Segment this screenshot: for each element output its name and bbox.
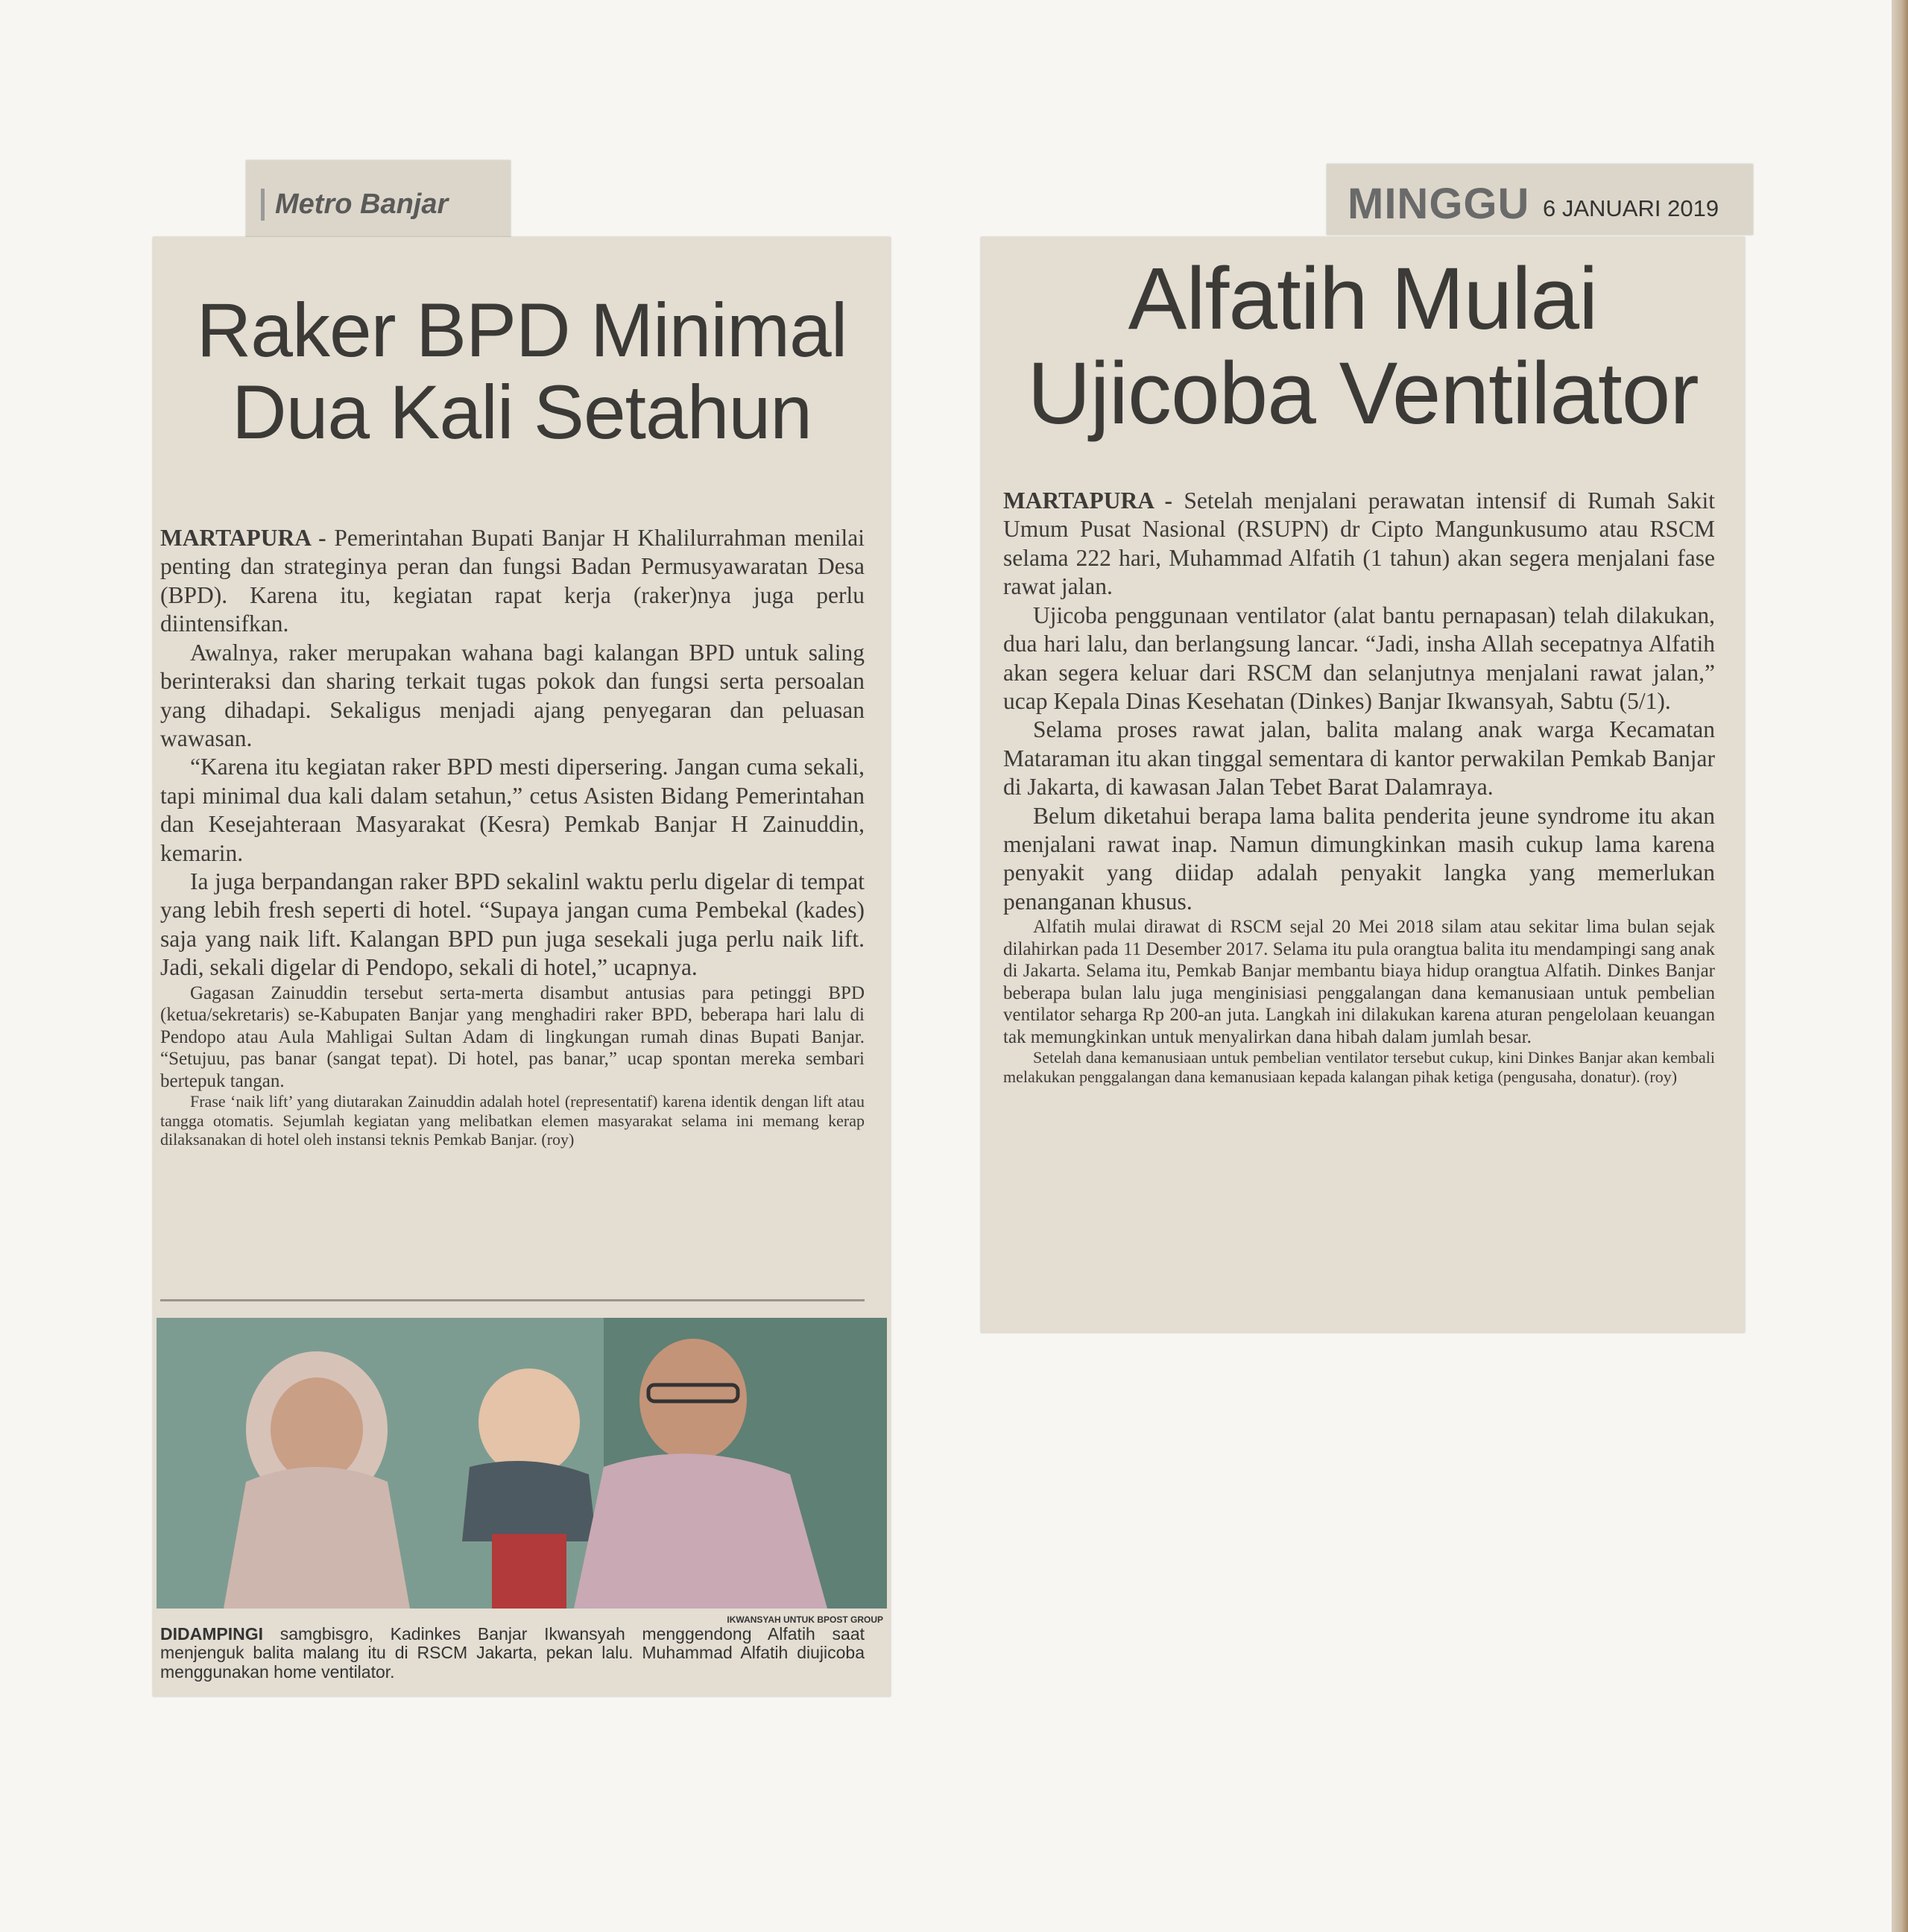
left-headline: [168, 289, 876, 453]
photo-illustration: [157, 1318, 887, 1609]
left-headline-line2: Dua Kali Setahun: [232, 370, 812, 455]
left-paragraph-2: Awalnya, raker merupakan wahana bagi kalangan BPD untuk saling berinteraksi dan sharing terkait tugas pokok dan fungsi serta persoalan yang dihadapi. Sekaligus menjadi ajang penyegaran dan peluasan wawasan.: [160, 639, 865, 751]
right-paragraph-1: [1003, 487, 1715, 602]
publication-day: MINGGU: [1348, 180, 1530, 228]
right-headline-line2: Ujicoba Ventilator: [1027, 344, 1699, 443]
right-headline: [988, 252, 1737, 442]
right-paragraph-5: Alfatih mulai dirawat di RSCM sejal 20 Mei 2018 silam atau sekitar lima bulan sejak dilahirkan pada 11 Desember 2017. Selama itu pula orangtua balita itu mendampingi sang anak di Jakarta. Selama itu, Pemkab Banjar membantu biaya hidup orangtua Alfatih. Dinkes Banjar beberapa bulan lalu juga menginisiasi penggalangan dana kemanusiaan untuk pembelian ventilator seharga Rp 200-an juta. Langkah ini dilakukan karena aturan pengelolaan keuangan tak memungkinkan untuk menyalirkan dana hibah dalam jumlah besar.: [1003, 917, 1715, 1047]
left-headline-line1: Raker BPD Minimal: [196, 288, 847, 373]
left-paragraph-5: Gagasan Zainuddin tersebut serta-merta disambut antusias para petinggi BPD (ketua/sekretaris) se-Kabupaten Banjar yang menghadiri raker BPD, beberapa hari lalu di Pendopo atau Aula Mahligai Sultan Adam di lingkungan rumah dinas Bupati Banjar. “Setujuu, pas banar (sangat tepat). Di hotel, pas banar,” ucap spontan mereka sembari bertepuk tangan.: [160, 982, 865, 1091]
divider-rule: [160, 1299, 865, 1301]
publication-date: 6 JANUARI 2019: [1543, 195, 1719, 221]
caption-lead: DIDAMPINGI: [160, 1624, 263, 1644]
left-article-body: [160, 524, 865, 1149]
paper-edge: [1892, 0, 1908, 1932]
left-paragraph-6: Frase ‘naik lift’ yang diutarakan Zainuddin adalah hotel (representatif) karena identik dengan lift atau tangga otomatis. Sejumlah kegiatan yang melibatkan elemen masyarakat selama ini memang kerap dilaksanakan di hotel oleh instansi teknis Pemkab Banjar. (roy): [160, 1092, 865, 1149]
right-dateline: MARTAPURA -: [1003, 487, 1173, 514]
right-paragraph-4: Belum diketahui berapa lama balita penderita jeune syndrome itu akan menjalani rawat inap. Namun dimungkinkan masih cukup lama karena penyakit yang diidap adalah penyakit langka yang memerlukan penanganan khusus.: [1003, 802, 1715, 915]
section-rubric-tab: [246, 160, 511, 239]
left-paragraph-1: [160, 524, 865, 639]
right-paragraph-2: Ujicoba penggunaan ventilator (alat bantu pernapasan) telah dilakukan, dua hari lalu, dan berlangsung lancar. “Jadi, insha Allah secepatnya Alfatih akan segera keluar dari RSCM dan selanjutnya menjalani rawat jalan,” ucap Kepala Dinas Kesehatan (Dinkes) Banjar Ikwansyah, Sabtu (5/1).: [1003, 602, 1715, 714]
right-headline-line1: Alfatih Mulai: [1128, 250, 1598, 348]
right-paragraph-1-text: Setelah menjalani perawatan intensif di Rumah Sakit Umum Pusat Nasional (RSUPN) dr Cipto Mangunkusumo atau RSCM selama 222 hari, Muhammad Alfatih (1 tahun) akan segera menjalani fase rawat jalan.: [1003, 487, 1715, 600]
left-paragraph-3: “Karena itu kegiatan raker BPD mesti dipersering. Jangan cuma sekali, tapi minimal dua kali dalam setahun,” cetus Asisten Bidang Pemerintahan dan Kesejahteraan Masyarakat (Kesra) Pemkab Banjar H Zainuddin, kemarin.: [160, 754, 865, 866]
news-photo: [157, 1318, 887, 1609]
section-rubric: Metro Banjar: [261, 189, 448, 221]
left-paragraph-1-text: Pemerintahan Bupati Banjar H Khalilurrahman menilai penting dan strateginya peran dan fungsi Badan Permusyawaratan Desa (BPD). Karena itu, kegiatan rapat kerja (raker)nya juga perlu diintensifkan.: [160, 525, 865, 637]
caption-text: samgbisgro, Kadinkes Banjar Ikwansyah menggendong Alfatih saat menjenguk balita malang itu di RSCM Jakarta, pekan lalu. Muhammad Alfatih diujicoba menggunakan home ventilator.: [160, 1624, 865, 1682]
right-article-body: [1003, 487, 1715, 1086]
left-dateline: MARTAPURA -: [160, 525, 326, 551]
date-tab: [1327, 164, 1753, 235]
photo-caption: [160, 1625, 865, 1682]
left-clipping: [153, 237, 891, 1696]
right-clipping: [981, 237, 1745, 1333]
left-paragraph-4: Ia juga berpandangan raker BPD sekalinl waktu perlu digelar di tempat yang lebih fresh seperti di hotel. “Supaya jangan cuma Pembekal (kades) saja yang naik lift. Kalangan BPD pun juga sesekali juga perlu naik lift. Jadi, sekali digelar di Pendopo, sekali di hotel,” ucapnya.: [160, 868, 865, 981]
photo-credit: IKWANSYAH UNTUK BPOST GROUP: [727, 1614, 883, 1625]
right-paragraph-6: Setelah dana kemanusiaan untuk pembelian ventilator tersebut cukup, kini Dinkes Banjar akan kembali melakukan penggalangan dana kemanusiaan kepada kalangan pihak ketiga (pengusaha, donatur). (roy): [1003, 1048, 1715, 1086]
right-paragraph-3: Selama proses rawat jalan, balita malang anak warga Kecamatan Mataraman itu akan tinggal sementara di kantor perwakilan Pemkab Banjar di Jakarta, di kawasan Jalan Tebet Barat Dalamraya.: [1003, 716, 1715, 801]
